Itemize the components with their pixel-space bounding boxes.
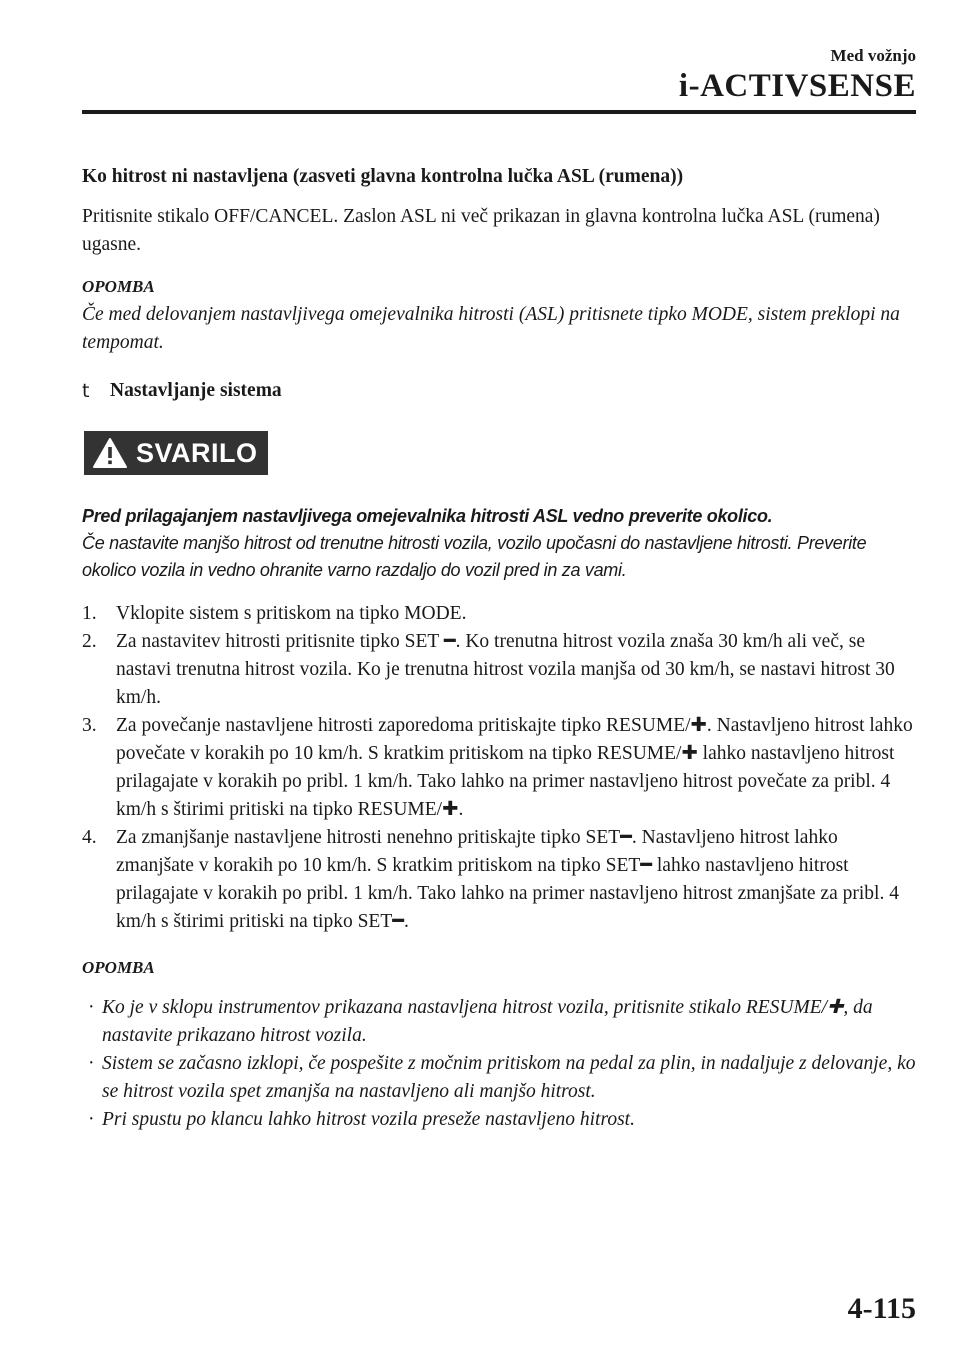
paragraph: Pritisnite stikalo OFF/CANCEL. Zaslon ASL ni več prikazan in glavna kontrolna lučka ASL (rumena) ugasne. bbox=[82, 206, 880, 255]
step-number: 3. bbox=[82, 715, 97, 736]
list-item bbox=[82, 824, 916, 936]
list-item bbox=[82, 1106, 916, 1134]
list-item bbox=[82, 628, 916, 712]
page-number: 4-115 bbox=[847, 1292, 916, 1325]
step-text: Za povečanje nastavljene hitrosti zaporedoma pritiskajte tipko RESUME/✚. Nastavljeno hitrost lahko povečate v korakih po 10 km/h. S kratkim pritiskom na tipko RESUME/✚ lahko nastavljeno hitrost prilagajate v korakih po pribl. 1 km/h. Tako lahko na primer nastavljeno hitrost povečate za pribl. 4 km/h s štirimi pritiski na tipko RESUME/✚. bbox=[116, 715, 913, 820]
note-text: Če med delovanjem nastavljivega omejevalnika hitrosti (ASL) pritisnete tipko MODE, sistem preklopi na tempomat. bbox=[82, 304, 900, 353]
subheading-text: Nastavljanje sistema bbox=[110, 380, 282, 401]
steps-list bbox=[82, 600, 916, 936]
bullet-icon: · bbox=[88, 1053, 95, 1074]
page-header bbox=[679, 46, 916, 104]
step-number: 1. bbox=[82, 603, 97, 624]
page-content bbox=[82, 163, 916, 1134]
step-number: 2. bbox=[82, 631, 97, 652]
warning-body-text: Če nastavite manjšo hitrost od trenutne hitrosti vozila, vozilo upočasni do nastavljene hitrosti. Preverite okolico vozila in vedno ohranite varno razdaljo do vozil pred in za vami. bbox=[82, 533, 867, 580]
warning-text-block bbox=[82, 503, 916, 584]
note-item-text: Sistem se začasno izklopi, če pospešite z močnim pritiskom na pedal za plin, in nadaljuje z delovanje, ko se hitrost vozila spet zmanjša na nastavljeno ali manjšo hitrost. bbox=[102, 1053, 916, 1102]
step-text: Za nastavitev hitrosti pritisnite tipko SET ━. Ko trenutna hitrost vozila znaša 30 km/h ali več, se nastavi trenutna hitrost vozila. Ko je trenutna hitrost vozila manjša od 30 km/h, se nastavi hitrost 30 km/h. bbox=[116, 631, 895, 708]
note-item-text: Pri spustu po klancu lahko hitrost vozila preseže nastavljeno hitrost. bbox=[102, 1109, 635, 1130]
section-title: Med vožnjo bbox=[830, 46, 916, 65]
note-label: OPOMBA bbox=[82, 277, 155, 296]
step-text: Vklopite sistem s pritiskom na tipko MODE. bbox=[116, 603, 467, 624]
list-item bbox=[82, 600, 916, 628]
section-heading: Ko hitrost ni nastavljena (zasveti glavna kontrolna lučka ASL (rumena)) bbox=[82, 166, 684, 187]
list-item bbox=[82, 994, 916, 1050]
warning-bold-text: Pred prilagajanjem nastavljivega omejevalnika hitrosti ASL vedno preverite okolico. bbox=[82, 506, 773, 526]
subheading bbox=[82, 377, 916, 405]
warning-label: SVARILO bbox=[136, 438, 258, 468]
step-text: Za zmanjšanje nastavljene hitrosti nenehno pritiskajte tipko SET━. Nastavljeno hitrost lahko zmanjšate v korakih po 10 km/h. S kratkim pritiskom na tipko SET━ lahko nastavljeno hitrost prilagajate v korakih po pribl. 1 km/h. Tako lahko na primer nastavljeno hitrost zmanjšate za pribl. 4 km/h s štirimi pritiski na tipko SET━. bbox=[116, 827, 899, 932]
bullet-icon: · bbox=[88, 1109, 95, 1130]
notes-list bbox=[82, 994, 916, 1134]
header-rule bbox=[82, 110, 916, 114]
step-number: 4. bbox=[82, 827, 97, 848]
warning-triangle-icon bbox=[92, 437, 128, 469]
list-item bbox=[82, 712, 916, 824]
chapter-title: i-ACTIVSENSE bbox=[678, 68, 916, 104]
note-label: OPOMBA bbox=[82, 958, 155, 977]
bullet-icon: · bbox=[88, 997, 95, 1018]
warning-badge bbox=[84, 431, 268, 475]
note-item-text: Ko je v sklopu instrumentov prikazana nastavljena hitrost vozila, pritisnite stikalo RESUME/✚, da nastavite prikazano hitrost vozila. bbox=[102, 997, 873, 1046]
subheading-bullet-icon: t bbox=[82, 380, 90, 402]
list-item bbox=[82, 1050, 916, 1106]
